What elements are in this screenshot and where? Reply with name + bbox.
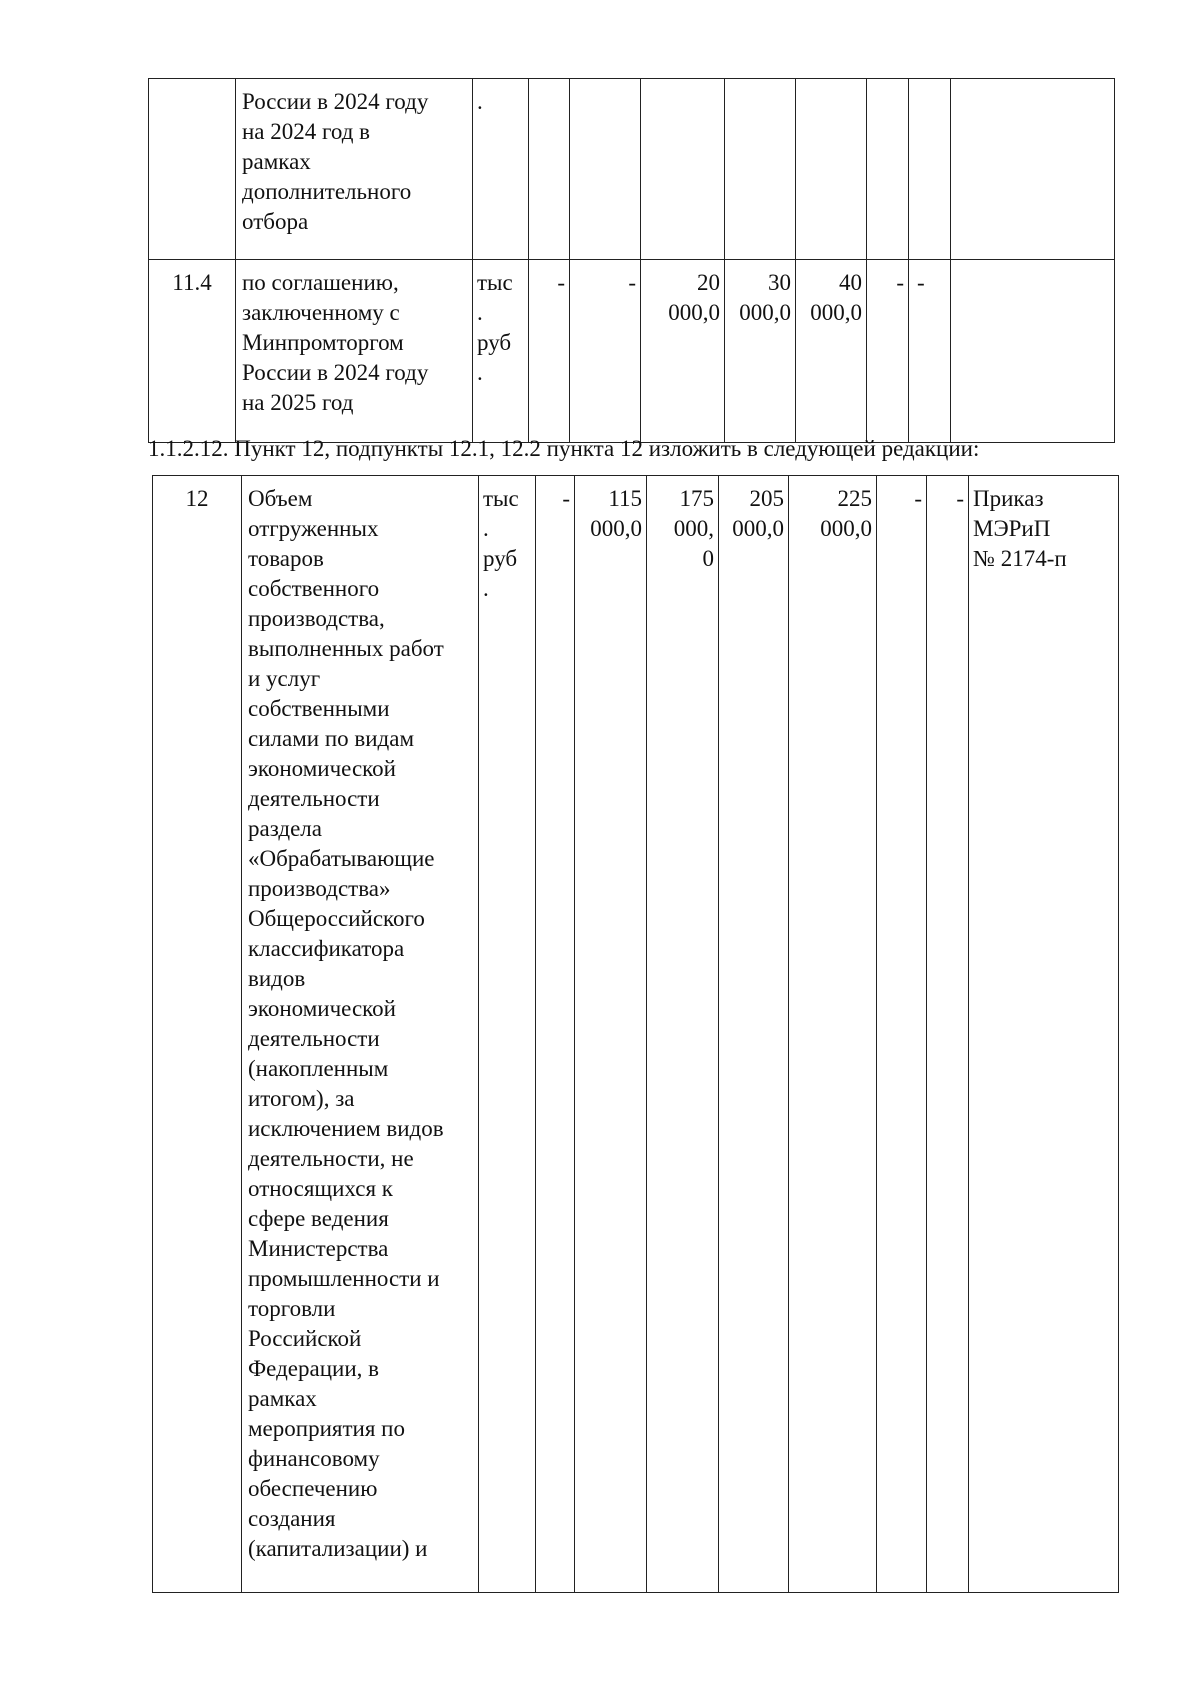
table-row xyxy=(149,79,1115,260)
value-cell xyxy=(641,79,725,260)
row-number-cell: 12 xyxy=(153,476,242,1593)
value-cell: 40 000,0 xyxy=(796,260,867,443)
document-cell: Приказ МЭРиП № 2174-п xyxy=(969,476,1119,1593)
row-number-cell: 11.4 xyxy=(149,260,236,443)
value-cell: 20 000,0 xyxy=(641,260,725,443)
unit-cell: . xyxy=(473,79,529,260)
indicator-table-continued xyxy=(148,78,1115,443)
indicator-name-cell: по соглашению, заключенному с Минпромторгом России в 2024 году на 2025 год xyxy=(236,260,473,443)
indicator-name-cell: Объем отгруженных товаров собственного производства, выполненных работ и услуг собственными силами по видам экономической деятельности раздела «Обрабатывающие производства» Общероссийского классификатора видов экономической деятельности (накопленным итогом), за исключением видов деятельности, не относящихся к сфере ведения Министерства промышленности и торговли Российской Федерации, в рамках мероприятия по финансовому обеспечению создания (капитализации) и xyxy=(242,476,479,1593)
value-cell: - xyxy=(867,260,909,443)
value-cell: - xyxy=(570,260,641,443)
value-cell xyxy=(725,79,796,260)
document-cell xyxy=(951,260,1115,443)
value-cell xyxy=(796,79,867,260)
value-cell xyxy=(909,79,951,260)
value-cell xyxy=(867,79,909,260)
value-cell: 205 000,0 xyxy=(719,476,789,1593)
amendment-paragraph: 1.1.2.12. Пункт 12, подпункты 12.1, 12.2 пункта 12 изложить в следующей редакции: xyxy=(148,436,980,461)
document-cell xyxy=(951,79,1115,260)
unit-cell: тыс . руб . xyxy=(473,260,529,443)
value-cell xyxy=(570,79,641,260)
value-cell: 30 000,0 xyxy=(725,260,796,443)
value-cell: 225 000,0 xyxy=(789,476,877,1593)
value-cell: - xyxy=(909,260,951,443)
row-number-cell xyxy=(149,79,236,260)
indicator-name-cell: России в 2024 году на 2024 год в рамках дополнительного отбора xyxy=(236,79,473,260)
table-row xyxy=(149,260,1115,443)
value-cell: 175 000, 0 xyxy=(647,476,719,1593)
unit-cell: тыс . руб . xyxy=(479,476,536,1593)
indicator-table xyxy=(152,475,1119,1593)
table-row xyxy=(153,476,1119,1593)
value-cell: - xyxy=(877,476,927,1593)
value-cell: - xyxy=(529,260,570,443)
value-cell: 115 000,0 xyxy=(575,476,647,1593)
value-cell: - xyxy=(927,476,969,1593)
value-cell: - xyxy=(536,476,575,1593)
value-cell xyxy=(529,79,570,260)
